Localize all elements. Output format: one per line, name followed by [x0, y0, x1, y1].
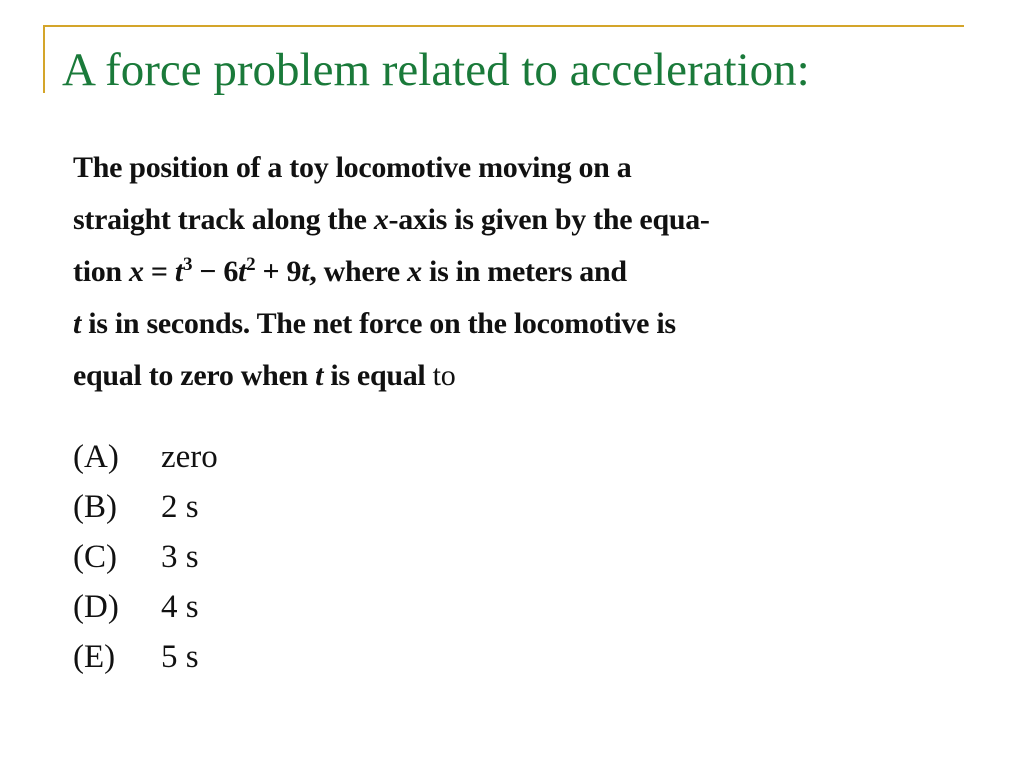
- problem-statement: [73, 142, 973, 402]
- variable-t: t: [73, 307, 82, 340]
- equation-x: x: [129, 255, 144, 288]
- choice-a: [73, 432, 218, 482]
- variable-t: t: [315, 359, 324, 392]
- equation-t: t: [174, 255, 183, 288]
- equation-t: t: [238, 255, 247, 288]
- problem-line-1: The position of a toy locomotive moving on a: [73, 151, 632, 184]
- equation-exponent-2: 2: [246, 254, 256, 275]
- choice-letter: (D): [73, 589, 119, 625]
- equation-term: − 6: [192, 255, 239, 288]
- title-bracket-top: [43, 25, 964, 27]
- problem-text: is in seconds. The net force on the locomotive is: [81, 307, 676, 340]
- choice-text: 2 s: [161, 489, 199, 525]
- problem-text: -axis is given by the equa-: [388, 203, 710, 236]
- choice-text: 5 s: [161, 639, 199, 675]
- choice-e: [73, 632, 218, 682]
- problem-text: , where: [309, 255, 408, 288]
- problem-text: equal to zero when: [73, 359, 316, 392]
- slide-title: A force problem related to acceleration:: [62, 44, 810, 96]
- choice-letter: (C): [73, 539, 117, 575]
- title-bracket-left: [43, 25, 45, 93]
- choice-b: [73, 482, 218, 532]
- choice-letter: (A): [73, 439, 119, 475]
- problem-text: is equal: [323, 359, 433, 392]
- choice-text: 3 s: [161, 539, 199, 575]
- equation-term: + 9: [255, 255, 302, 288]
- variable-x: x: [373, 203, 389, 236]
- problem-line-3: [73, 246, 973, 298]
- answer-choices: [73, 432, 218, 682]
- choice-text: 4 s: [161, 589, 199, 625]
- choice-letter: (E): [73, 639, 116, 675]
- equation-equals: =: [143, 255, 175, 288]
- equation-t: t: [301, 255, 310, 288]
- problem-line-2: [73, 194, 973, 246]
- problem-text: is in meters and: [421, 255, 627, 288]
- problem-line-4: [73, 298, 973, 350]
- choice-text: zero: [161, 439, 218, 475]
- problem-line-5: [73, 350, 973, 402]
- choice-d: [73, 582, 218, 632]
- problem-text: to: [432, 359, 456, 392]
- problem-text: tion: [73, 255, 130, 288]
- equation-exponent-3: 3: [182, 254, 193, 275]
- choice-letter: (B): [73, 489, 117, 525]
- problem-text: straight track along the: [73, 203, 374, 236]
- choice-c: [73, 532, 218, 582]
- variable-x: x: [407, 255, 422, 288]
